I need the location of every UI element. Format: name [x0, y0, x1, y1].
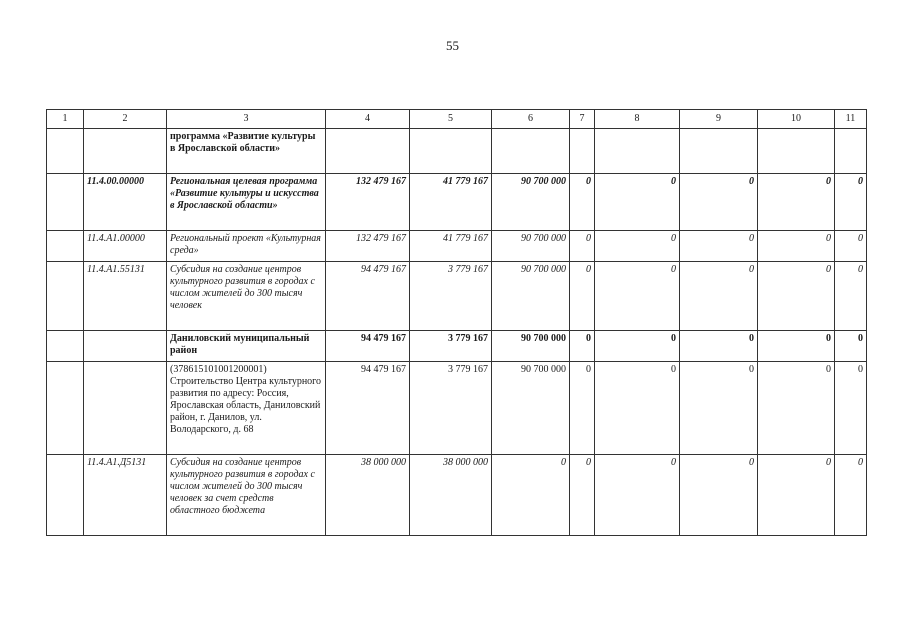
column-header: 2 [84, 110, 167, 129]
table-cell: 0 [680, 331, 758, 362]
table-cell-code [84, 129, 167, 174]
table-cell [595, 129, 680, 174]
table-row [47, 262, 867, 331]
table-cell: 0 [595, 362, 680, 455]
table-cell: 0 [595, 455, 680, 536]
table-cell [835, 129, 867, 174]
table-cell: 0 [758, 262, 835, 331]
table-cell [47, 231, 84, 262]
table-cell: 3 779 167 [410, 331, 492, 362]
table-cell-code [84, 331, 167, 362]
table-cell-name: Региональный проект «Культурная среда» [167, 231, 326, 262]
column-header: 1 [47, 110, 84, 129]
table-cell [410, 129, 492, 174]
column-header: 8 [595, 110, 680, 129]
table-cell: 132 479 167 [326, 231, 410, 262]
table-cell-code: 11.4.А1.Д5131 [84, 455, 167, 536]
table-cell: 0 [680, 455, 758, 536]
table-cell-name: Субсидия на создание центров культурного развития в городах с числом жителей до 300 тысяч человек за счет средств областного бюджета [167, 455, 326, 536]
table-cell: 0 [680, 174, 758, 231]
table-row [47, 231, 867, 262]
table-cell: 90 700 000 [492, 262, 570, 331]
budget-table [46, 109, 867, 536]
table-cell: 0 [758, 331, 835, 362]
table-cell [47, 262, 84, 331]
table-cell: 0 [835, 174, 867, 231]
column-header: 9 [680, 110, 758, 129]
table-cell: 0 [570, 331, 595, 362]
table-cell [47, 174, 84, 231]
table-cell: 0 [595, 331, 680, 362]
table-row [47, 174, 867, 231]
table-cell [570, 129, 595, 174]
column-header: 7 [570, 110, 595, 129]
table-cell [758, 129, 835, 174]
page-number: 55 [446, 38, 459, 53]
table-cell: 3 779 167 [410, 262, 492, 331]
column-header: 6 [492, 110, 570, 129]
table-cell: 0 [680, 362, 758, 455]
table-cell-code: 11.4.00.00000 [84, 174, 167, 231]
table-cell: 0 [570, 362, 595, 455]
table-cell: 38 000 000 [326, 455, 410, 536]
table-cell: 0 [835, 362, 867, 455]
table-cell [47, 331, 84, 362]
column-header: 10 [758, 110, 835, 129]
table-cell-name: программа «Развитие культуры в Ярославской области» [167, 129, 326, 174]
table-cell: 0 [758, 231, 835, 262]
table-cell: 90 700 000 [492, 174, 570, 231]
column-header: 4 [326, 110, 410, 129]
table-cell: 0 [570, 455, 595, 536]
table-cell: 0 [835, 331, 867, 362]
table-cell: 0 [758, 455, 835, 536]
table-cell: 0 [595, 262, 680, 331]
table-row [47, 331, 867, 362]
table-cell-name: Даниловский муниципальный район [167, 331, 326, 362]
column-header: 5 [410, 110, 492, 129]
table-cell: 41 779 167 [410, 231, 492, 262]
table-cell-name: (378615101001200001) Строительство Центра культурного развития по адресу: Россия, Ярославская область, Даниловский район, г. Данилов, ул. Володарского, д. 68 [167, 362, 326, 455]
table-row [47, 362, 867, 455]
table-cell: 0 [595, 231, 680, 262]
table-cell [47, 129, 84, 174]
table-cell: 0 [570, 174, 595, 231]
table-cell: 3 779 167 [410, 362, 492, 455]
table-cell: 0 [492, 455, 570, 536]
table-cell [492, 129, 570, 174]
table-cell-name: Субсидия на создание центров культурного развития в городах с числом жителей до 300 тысяч человек [167, 262, 326, 331]
table-cell: 94 479 167 [326, 362, 410, 455]
table-cell: 41 779 167 [410, 174, 492, 231]
table-row [47, 455, 867, 536]
table-cell: 90 700 000 [492, 362, 570, 455]
header-row [47, 110, 867, 129]
table-cell [680, 129, 758, 174]
table-cell-code: 11.4.А1.55131 [84, 262, 167, 331]
column-header: 11 [835, 110, 867, 129]
table-cell: 0 [680, 262, 758, 331]
table-row [47, 129, 867, 174]
table-cell: 0 [835, 262, 867, 331]
table-cell: 0 [835, 455, 867, 536]
table-cell-code: 11.4.А1.00000 [84, 231, 167, 262]
table-cell: 90 700 000 [492, 231, 570, 262]
table-cell: 132 479 167 [326, 174, 410, 231]
table-cell: 94 479 167 [326, 331, 410, 362]
table-cell: 94 479 167 [326, 262, 410, 331]
table-cell: 0 [835, 231, 867, 262]
table-cell-name: Региональная целевая программа «Развитие культуры и искусства в Ярославской области» [167, 174, 326, 231]
table-cell: 0 [595, 174, 680, 231]
table-cell [47, 362, 84, 455]
table-cell [326, 129, 410, 174]
table-cell: 0 [758, 362, 835, 455]
table-cell: 0 [680, 231, 758, 262]
column-header: 3 [167, 110, 326, 129]
table-cell: 0 [570, 262, 595, 331]
table-cell: 0 [570, 231, 595, 262]
table-cell-code [84, 362, 167, 455]
table-cell: 38 000 000 [410, 455, 492, 536]
table-cell [47, 455, 84, 536]
table-cell: 0 [758, 174, 835, 231]
table-cell: 90 700 000 [492, 331, 570, 362]
